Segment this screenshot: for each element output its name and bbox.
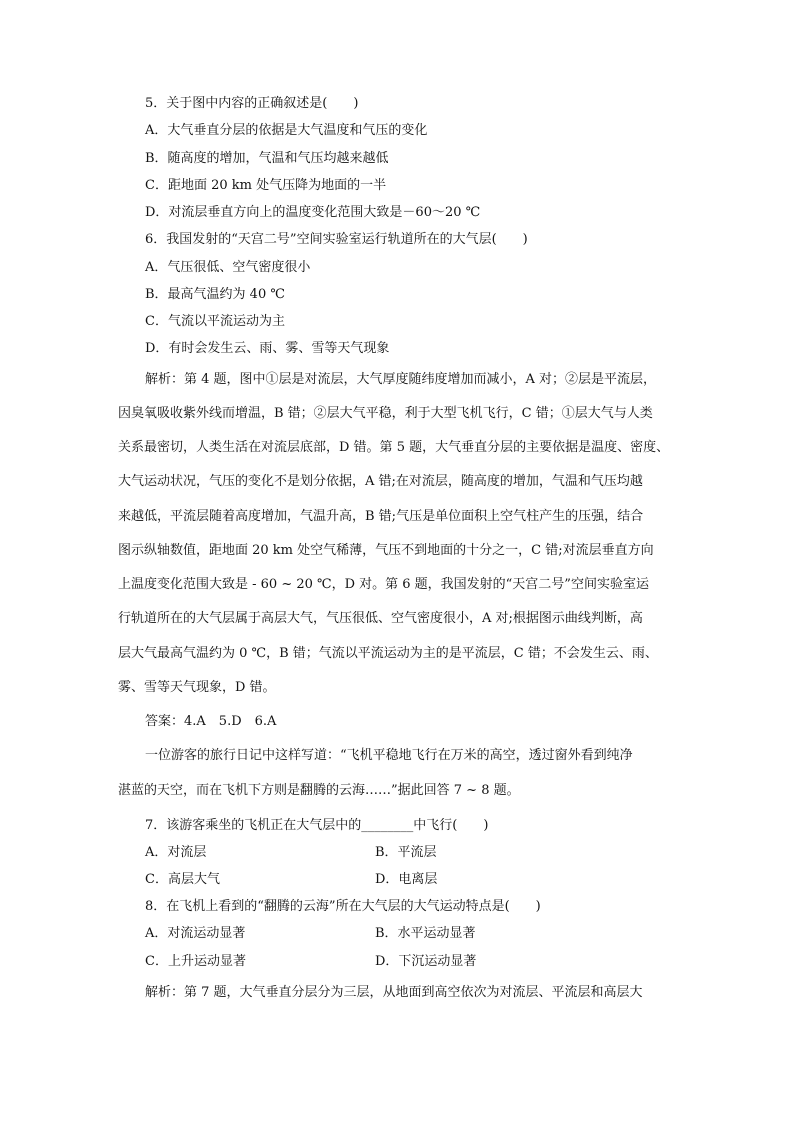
analysis-line: 解析：第 4 题，图中①层是对流层，大气厚度随纬度增加而减小，A 对；②层是平流层， <box>145 372 657 387</box>
question-7-option-a: A．对流层 <box>145 845 207 860</box>
question-8-option-c: C．上升运动显著 <box>145 954 246 969</box>
analysis-line: 雾、雪等天气现象，D 错。 <box>118 680 276 695</box>
question-5-option-c: C．距地面 20 km 处气压降为地面的一半 <box>145 178 387 193</box>
analysis-line: 解析：第 7 题，大气垂直分层分为三层，从地面到高空依次为对流层、平流层和高层大 <box>145 985 643 1000</box>
analysis-line: 层大气最高气温约为 0 ℃，B 错；气流以平流运动为主的是平流层，C 错；不会发生云、雨、 <box>118 646 658 661</box>
question-7-option-d: D．电离层 <box>375 872 438 887</box>
question-8-option-a: A．对流运动显著 <box>145 926 246 941</box>
analysis-line: 图示纵轴数值，距地面 20 km 处空气稀薄，气压不到地面的十分之一，C 错;对流层垂直方向 <box>118 543 654 558</box>
analysis-line: 大气运动状况，气压的变化不是划分依据，A 错;在对流层，随高度的增加，气温和气压均越 <box>118 474 643 489</box>
passage-line: 湛蓝的天空，而在飞机下方则是翻腾的云海……”据此回答 7 ~ 8 题。 <box>118 783 520 798</box>
question-5-option-d: D．对流层垂直方向上的温度变化范围大致是－60～20 ℃ <box>145 205 481 220</box>
analysis-line: 关系最密切，人类生活在对流层底部，D 错。第 5 题，大气垂直分层的主要依据是温度、密度、 <box>118 440 670 455</box>
analysis-line: 上温度变化范围大致是 - 60 ~ 20 ℃，D 对。第 6 题，我国发射的“天宫二号”空间实验室运 <box>118 577 649 592</box>
question-6-option-d: D．有时会发生云、雨、雾、雪等天气现象 <box>145 341 390 356</box>
question-5-stem: 5．关于图中内容的正确叙述是( ) <box>145 96 359 111</box>
passage-line: 一位游客的旅行日记中这样写道：“飞机平稳地飞行在万米的高空，透过窗外看到纯净 <box>145 748 633 763</box>
analysis-line: 来越低，平流层随着高度增加，气温升高，B 错;气压是单位面积上空气柱产生的压强，结合 <box>118 509 644 524</box>
analysis-line: 因臭氧吸收紫外线而增温，B 错；②层大气平稳，利于大型飞机飞行，C 错；①层大气与人类 <box>118 406 653 421</box>
answer-line: 答案：4.A 5.D 6.A <box>145 714 277 729</box>
question-8-stem: 8．在飞机上看到的“翻腾的云海”所在大气层的大气运动特点是( ) <box>145 899 541 914</box>
question-5-option-a: A．大气垂直分层的依据是大气温度和气压的变化 <box>145 123 428 138</box>
question-7-stem: 7．该游客乘坐的飞机正在大气层中的________中飞行( ) <box>145 818 489 833</box>
question-6-option-b: B．最高气温约为 40 ℃ <box>145 287 285 302</box>
question-6-stem: 6．我国发射的“天宫二号”空间实验室运行轨道所在的大气层( ) <box>145 232 528 247</box>
question-6-option-c: C．气流以平流运动为主 <box>145 314 285 329</box>
analysis-line: 行轨道所在的大气层属于高层大气，气压很低、空气密度很小，A 对;根据图示曲线判断，高 <box>118 611 643 626</box>
question-6-option-a: A．气压很低、空气密度很小 <box>145 260 311 275</box>
question-7-option-c: C．高层大气 <box>145 872 220 887</box>
question-7-option-b: B．平流层 <box>375 845 437 860</box>
question-5-option-b: B．随高度的增加，气温和气压均越来越低 <box>145 151 389 166</box>
question-8-option-d: D．下沉运动显著 <box>375 954 477 969</box>
question-8-option-b: B．水平运动显著 <box>375 926 476 941</box>
